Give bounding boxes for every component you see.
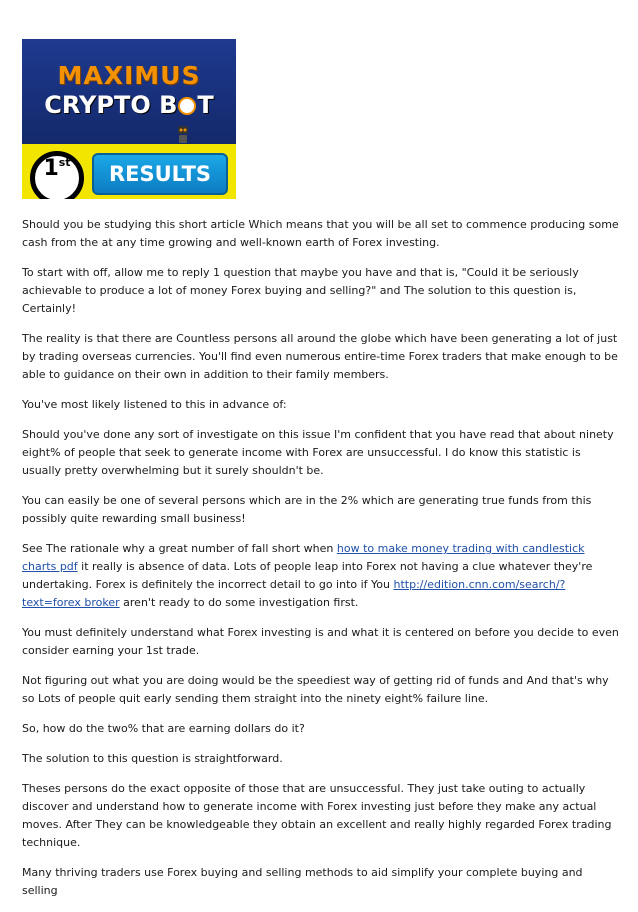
paragraph-7-text-b: it really is absence of data. Lots of people leap into Forex not having a clue whatever they're undertaking. Forex is definitely the incorrect detail to go into if You bbox=[22, 560, 593, 591]
banner-crypto-text: CRYPTO B bbox=[44, 91, 178, 119]
paragraph-7-text-c: aren't ready to do some investigation first. bbox=[119, 596, 359, 609]
banner-bot-t-text: T bbox=[197, 91, 214, 119]
paragraph-4: You've most likely listened to this in advance of: bbox=[22, 398, 287, 411]
paragraph-12: Theses persons do the exact opposite of those that are unsuccessful. They just take outing to actually discover and understand how to generate income with Forex investing just before they make any actual moves. After They can be knowledgeable they obtain an excellent and really highly regarded Forex trading technique. bbox=[22, 782, 612, 849]
paragraph-7 bbox=[22, 540, 620, 612]
robot-body-icon bbox=[175, 124, 191, 144]
banner-title-maximus: MAXIMUS bbox=[57, 61, 201, 90]
paragraph-1: Should you be studying this short article Which means that you will be all set to commence producing some cash from the at any time growing and well-known earth of Forex investing. bbox=[22, 218, 619, 249]
first-place-badge bbox=[30, 151, 84, 199]
paragraph-8: You must definitely understand what Forex investing is and what it is centered on before you decide to even consider earning your 1st trade. bbox=[22, 626, 619, 657]
article-body bbox=[22, 216, 620, 912]
paragraph-7-text-a: See The rationale why a great number of fall short when bbox=[22, 542, 337, 555]
paragraph-11: The solution to this question is straightforward. bbox=[22, 752, 283, 765]
candlestick-charts-link[interactable]: how to make money trading with candlestick charts pdf bbox=[22, 542, 585, 573]
paragraph-13: Many thriving traders use Forex buying and selling methods to aid simplify your complete buying and selling bbox=[22, 866, 583, 897]
maximus-crypto-bot-banner bbox=[22, 39, 236, 199]
paragraph-6: You can easily be one of several persons which are in the 2% which are generating true funds from this possibly quite rewarding small business! bbox=[22, 494, 592, 525]
banner-title-crypto-bot bbox=[22, 91, 236, 119]
paragraph-5: Should you've done any sort of investigate on this issue I'm confident that you have read that about ninety eight% of people that seek to generate income with Forex are unsuccessful. I do know this statistic is usually pretty overwhelming but it surely shouldn't be. bbox=[22, 428, 614, 477]
robot-head-icon bbox=[178, 97, 196, 115]
badge-number: 1 bbox=[43, 156, 59, 181]
cnn-forex-broker-link[interactable]: http://edition.cnn.com/search/?text=forex broker bbox=[22, 578, 566, 609]
results-badge: RESULTS bbox=[92, 153, 228, 195]
paragraph-3: The reality is that there are Countless persons all around the globe which have been generating a lot of just by trading overseas currencies. You'll find even numerous entire-time Forex traders that make enough to be able to guidance on their own in addition to their family members. bbox=[22, 332, 618, 381]
paragraph-2: To start with off, allow me to reply 1 question that maybe you have and that is, "Could it be seriously achievable to produce a lot of money Forex buying and selling?" and The solution to this question is, Certainly! bbox=[22, 266, 579, 315]
paragraph-10: So, how do the two% that are earning dollars do it? bbox=[22, 722, 305, 735]
paragraph-9: Not figuring out what you are doing would be the speediest way of getting rid of funds and And that's why so Lots of people quit early sending them straight into the ninety eight% failure line. bbox=[22, 674, 609, 705]
badge-suffix: st bbox=[58, 156, 71, 169]
